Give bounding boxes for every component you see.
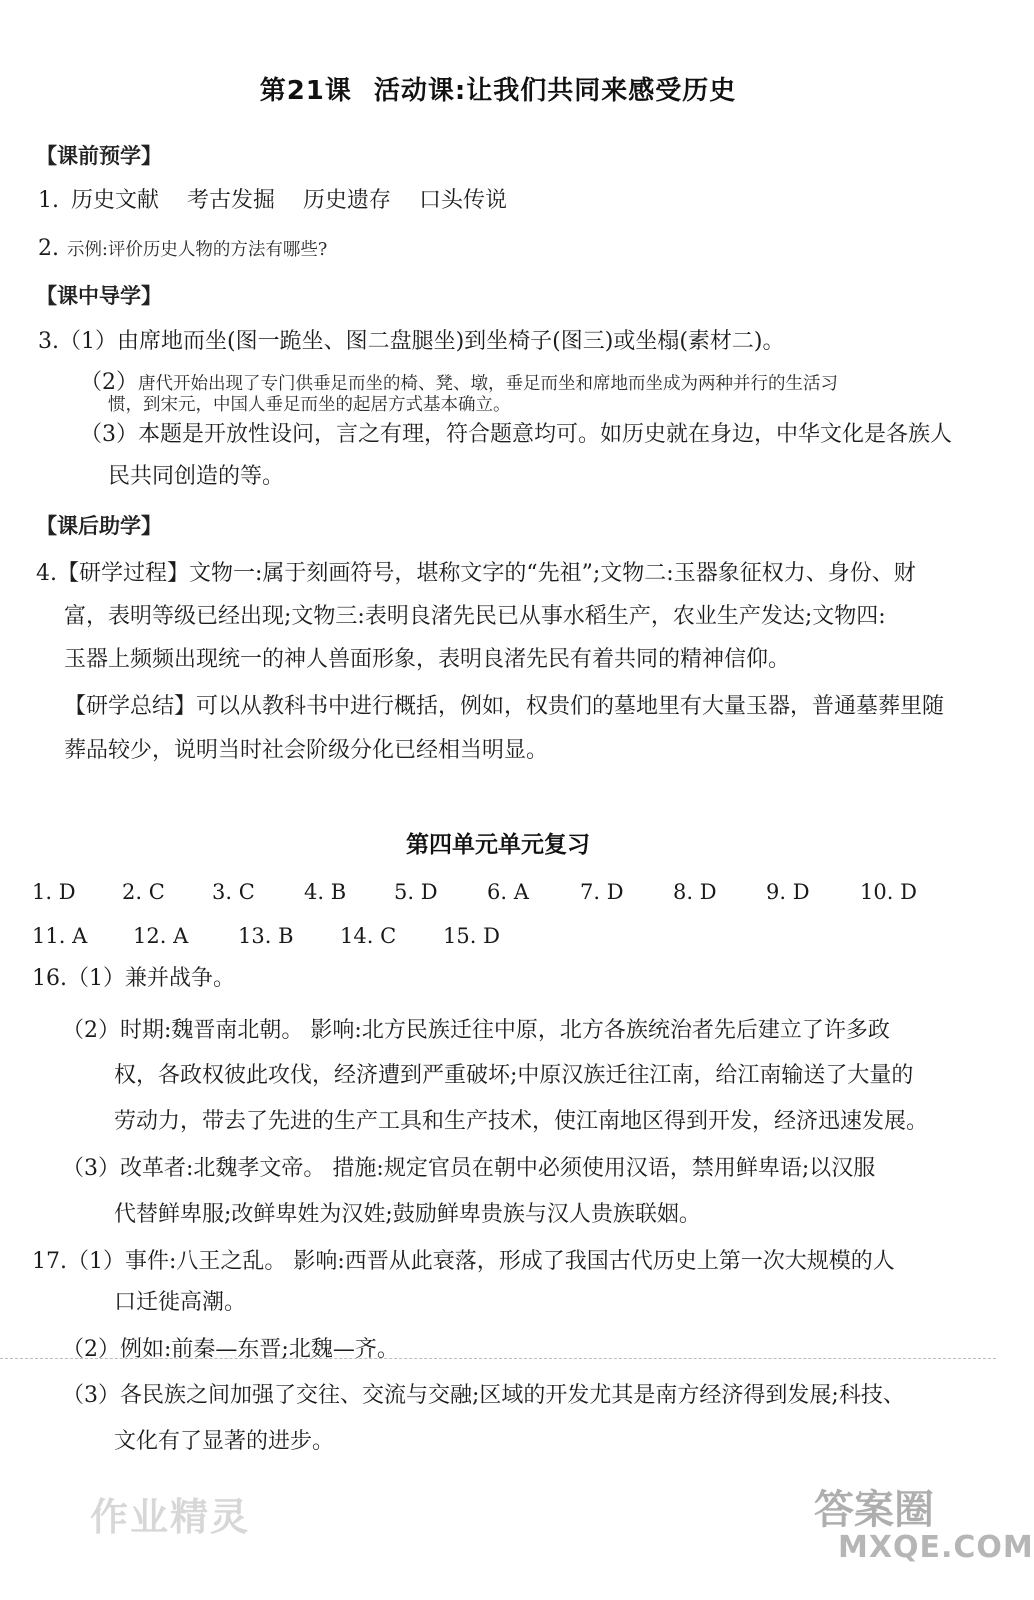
- q3-p1-text: 由席地而坐(图一跪坐、图二盘腿坐)到坐椅子(图三)或坐榻(素材二)。: [117, 329, 785, 354]
- answer-q16-line: 16.（1）兼并战争。: [32, 966, 235, 991]
- answer-q17-line: 17.（1）事件:八王之乱。 影响:西晋从此衰落，形成了我国古代历史上第一次大规模的人: [32, 1249, 895, 1274]
- q3-p3-text-b: 民共同创造的等。: [108, 464, 285, 489]
- mc-answer: 13. B: [238, 924, 294, 948]
- answer-q4-line: 葬品较少，说明当时社会阶级分化已经相当明显。: [64, 738, 549, 763]
- answer-q3-part2: [80, 372, 838, 394]
- section-pre-study: 【课前预学】: [36, 144, 162, 168]
- mc-answer: 10. D: [860, 880, 917, 904]
- mc-answer: 3. C: [212, 880, 255, 904]
- mc-answer: 5. D: [394, 880, 438, 904]
- mc-answer: 12. A: [133, 924, 189, 948]
- answer-q4-line: 富，表明等级已经出现;文物三:表明良渚先民已从事水稻生产，农业生产发达;文物四:: [64, 604, 886, 629]
- unit-review-title: 第四单元单元复习: [406, 832, 590, 858]
- answer-q16-line: 代替鲜卑服;改鲜卑姓为汉姓;鼓励鲜卑贵族与汉人贵族联姻。: [114, 1202, 701, 1227]
- answer-q17-line: （2）例如:前秦—东晋;北魏—齐。: [62, 1337, 399, 1362]
- mc-answer: 9. D: [766, 880, 810, 904]
- answer-q17-line: 口迁徙高潮。: [114, 1290, 247, 1315]
- watermark-text: 作业精灵: [90, 1495, 251, 1539]
- answer-q4-line: 4.【研学过程】文物一:属于刻画符号，堪称文字的“先祖”;文物二:玉器象征权力、身份、财: [36, 561, 916, 586]
- answer-q17-line: （3）各民族之间加强了交往、交流与交融;区域的开发尤其是南方经济得到发展;科技、: [62, 1383, 905, 1408]
- q1-item: 口头传说: [419, 188, 508, 213]
- q1-item: 考古发掘: [187, 188, 276, 213]
- mc-answer: 14. C: [340, 924, 397, 948]
- logo-cn-text: 答案圈: [814, 1487, 934, 1533]
- answer-q16-line: 权，各政权彼此攻伐，经济遭到严重破坏;中原汉族迁往江南，给江南输送了大量的: [114, 1063, 914, 1088]
- answer-q4-line: 玉器上频频出现统一的神人兽面形象，表明良渚先民有着共同的精神信仰。: [64, 647, 791, 672]
- mc-answer: 1. D: [32, 880, 76, 904]
- site-logo-watermark: [808, 1478, 1034, 1578]
- q3-p3-lead: （3）: [80, 422, 138, 447]
- mc-answer: 6. A: [487, 880, 529, 904]
- q2-text: 示例:评价历史人物的方法有哪些?: [67, 240, 328, 260]
- mc-answer: 7. D: [580, 880, 624, 904]
- mc-answer: 4. B: [304, 880, 347, 904]
- lesson-title: [0, 70, 996, 107]
- answer-q3-part3: [80, 424, 952, 446]
- answer-q4-line: 【研学总结】可以从教科书中进行概括，例如，权贵们的墓地里有大量玉器，普通墓葬里随: [64, 694, 945, 719]
- lesson-number: 第21课: [259, 76, 352, 106]
- q2-number: 2.: [38, 236, 59, 261]
- logo-en-text: MXQE.COM: [838, 1530, 1034, 1565]
- q3-p2-text-b: 惯，到宋元，中国人垂足而坐的起居方式基本确立。: [108, 395, 511, 415]
- lesson-name: 活动课:让我们共同来感受历史: [373, 76, 737, 106]
- section-mid-study: 【课中导学】: [36, 284, 162, 308]
- answer-q3-part1: [38, 331, 785, 353]
- answer-q16-line: 劳动力，带去了先进的生产工具和生产技术，使江南地区得到开发，经济迅速发展。: [114, 1109, 929, 1134]
- mc-answer: 8. D: [673, 880, 717, 904]
- mc-answer: 15. D: [443, 924, 500, 948]
- mc-answer: 11. A: [32, 924, 88, 948]
- q3-p2-text-a: 唐代开始出现了专门供垂足而坐的椅、凳、墩，垂足而坐和席地而坐成为两种并行的生活习: [138, 374, 838, 394]
- answer-q16-line: （3）改革者:北魏孝文帝。 措施:规定官员在朝中必须使用汉语，禁用鲜卑语;以汉服: [62, 1156, 876, 1181]
- q3-p2-lead: （2）: [80, 370, 138, 395]
- answer-q16-line: （2）时期:魏晋南北朝。 影响:北方民族迁往中原，北方各族统治者先后建立了许多政: [62, 1018, 890, 1043]
- scan-fold-line: [0, 1358, 996, 1359]
- answer-q1: [38, 190, 535, 212]
- q3-lead: 3.（1）: [38, 329, 117, 354]
- q1-number: 1.: [38, 188, 59, 213]
- answer-q2: [38, 238, 327, 260]
- q3-p3-text-a: 本题是开放性设问，言之有理，符合题意均可。如历史就在身边，中华文化是各族人: [138, 422, 953, 447]
- q1-item: 历史遗存: [303, 188, 392, 213]
- section-post-study: 【课后助学】: [36, 514, 162, 538]
- mc-answer: 2. C: [122, 880, 165, 904]
- q1-item: 历史文献: [71, 188, 160, 213]
- answer-q17-line: 文化有了显著的进步。: [114, 1429, 335, 1454]
